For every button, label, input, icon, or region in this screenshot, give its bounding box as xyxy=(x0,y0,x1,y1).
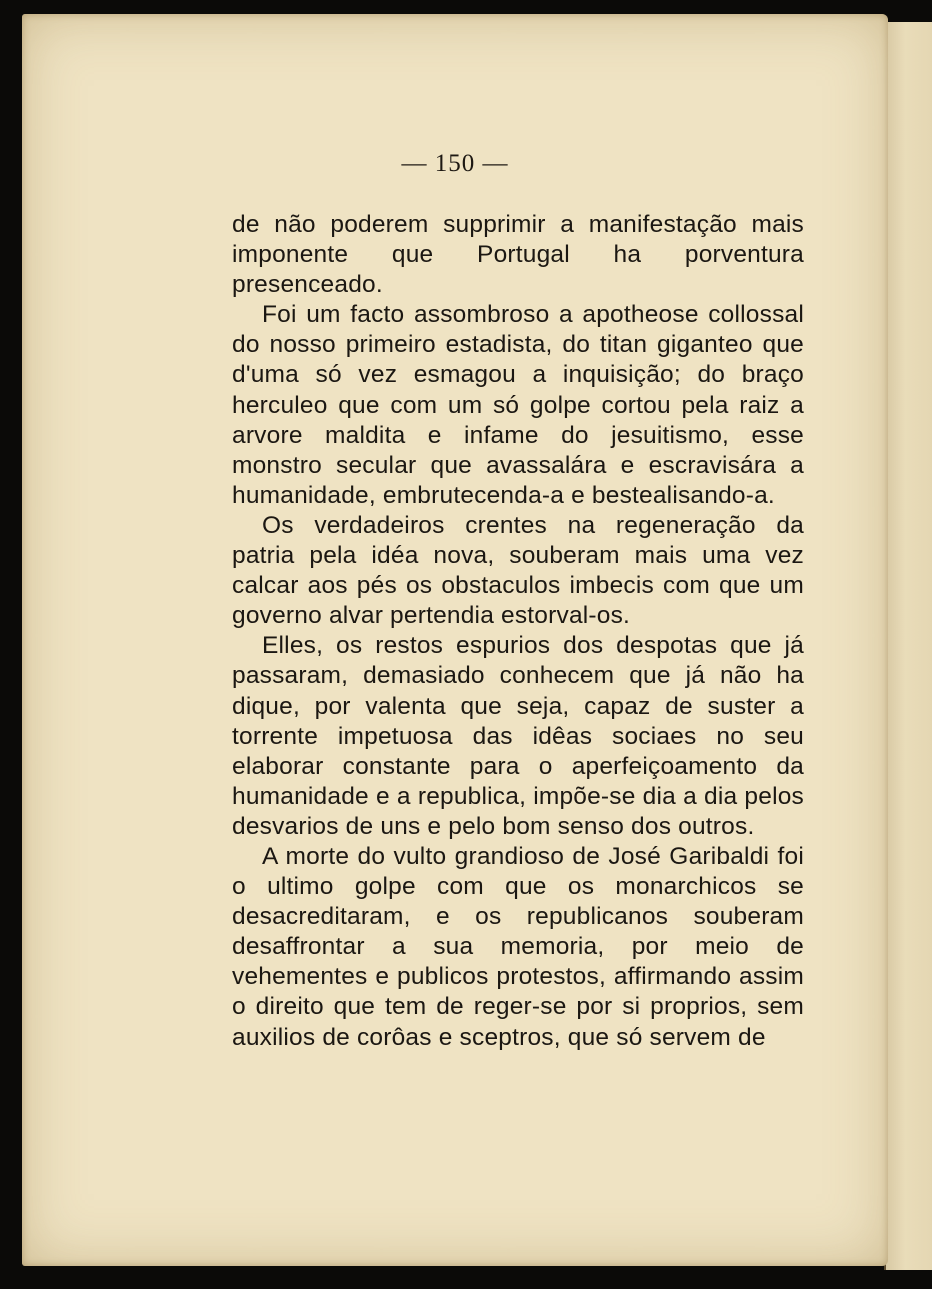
page-number-header: — 150 — xyxy=(401,150,509,177)
paragraph: Os verdadeiros crentes na regeneração da patria pela idéa nova, souberam mais uma vez calcar aos pés os obstaculos imbecis com que um governo alvar pertendia estorval-os. xyxy=(232,511,804,630)
paragraph: A morte do vulto grandioso de José Garibaldi foi o ultimo golpe com que os monarchicos se desacreditaram, e os republicanos souberam desaffrontar a sua memoria, por meio de vehementes e publicos protestos, affirmando assim o direito que tem de reger-se por si proprios, sem auxilios de corôas e sceptros, que só servem de xyxy=(232,842,804,1051)
adjacent-page-edge xyxy=(884,22,932,1270)
book-page xyxy=(22,14,888,1266)
paragraph: de não poderem supprimir a manifestação mais imponente que Portugal ha porventura presenceado. xyxy=(232,211,804,299)
page-body xyxy=(232,210,804,1053)
paragraph: Foi um facto assombroso a apotheose collossal do nosso primeiro estadista, do titan giganteo que d'uma só vez esmagou a inquisição; do braço herculeo que com um só golpe cortou pela raiz a arvore maldita e infame do jesuitismo, esse monstro secular que avassalára e escravisára a humanidade, embrutecenda-a e bestealisando-a. xyxy=(232,301,804,509)
paragraph: Elles, os restos espurios dos despotas que já passaram, demasiado conhecem que já não ha dique, por valenta que seja, capaz de suster a torrente impetuosa das idêas sociaes no seu elaborar constante para o aperfeiçoamento da humanidade e a republica, impõe-se dia a dia pelos desvarios de uns e pelo bom senso dos outros. xyxy=(232,632,804,840)
